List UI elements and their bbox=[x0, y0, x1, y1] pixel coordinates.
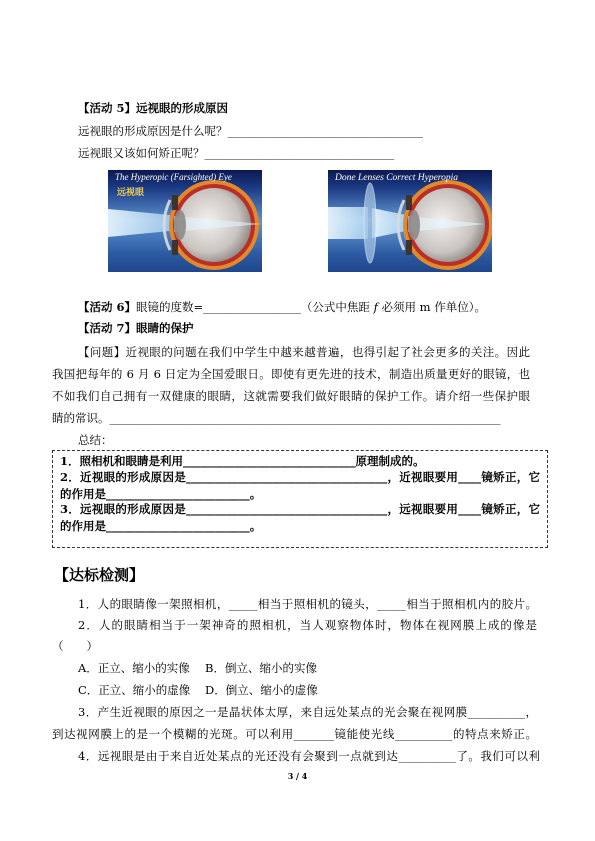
iris-top bbox=[406, 195, 412, 210]
test-question-2: 2．人的眼睛相当于一架神奇的照相机，当人观察物体时，物体在视网膜上成的像是 bbox=[78, 618, 537, 632]
summary-line: 1．照相机和眼睛是利用______________________________原理制成的。 bbox=[60, 454, 425, 468]
test-question-4: 4．远视眼是由于来自近处某点的光还没有会聚到一点就到达__________了。我们可以利 bbox=[78, 749, 540, 763]
iris-top bbox=[172, 195, 178, 210]
activity5-question-correction: 远视眼又该如何矫正呢？_________________________________ bbox=[78, 146, 395, 160]
figure-title: The Hyperopic (Farsighted) Eye bbox=[115, 172, 232, 182]
focal-length-variable: f bbox=[373, 300, 378, 314]
hyperopic-eye-illustration bbox=[108, 170, 262, 272]
answer-bracket: （ ） bbox=[52, 639, 98, 653]
activity7-question-line: 【问题】近视眼的问题在我们中学生中越来越普遍，也得引起了社会更多的关注。因此 bbox=[78, 345, 530, 359]
activity7-title: 【活动 7】眼睛的保护 bbox=[78, 321, 194, 335]
figure-title: Done Lenses Correct Hyperopia bbox=[335, 173, 459, 183]
test-question-1: 1．人的眼睛像一架照相机，_____相当于照相机的镜头，_____相当于照相机内的胶片。 bbox=[78, 597, 537, 611]
test-question-3-line: 到达视网膜上的是一个模糊的光斑。可以利用_______镜能使光线__________的特点来矫正。 bbox=[52, 727, 537, 741]
test-section-title: 【达标检测】 bbox=[54, 566, 145, 584]
summary-line: 3．远视眼的形成原因是___________________________________，远视眼要用____镜矫正，它 bbox=[60, 502, 540, 516]
light-beam bbox=[328, 207, 368, 239]
activity6-label: 【活动 6】 bbox=[78, 300, 137, 314]
activity6-text-before: 眼镜的度数=_________________（公式中焦距 bbox=[136, 300, 374, 314]
page-number: 3 / 4 bbox=[287, 771, 308, 781]
option-d: D．倒立、缩小的虚像 bbox=[205, 683, 318, 697]
summary-label: 总结： bbox=[78, 433, 113, 447]
option-b: B．倒立、缩小的实像 bbox=[205, 661, 317, 675]
activity7-question-line: 我国把每年的 6 月 6 日定为全国爱眼日。即使有更先进的技术，制造出质量更好的眼镜，也 bbox=[52, 367, 530, 381]
activity6-line bbox=[78, 299, 486, 315]
hyperopic-eye-figure bbox=[108, 170, 262, 272]
iris-bottom bbox=[406, 240, 412, 255]
activity7-question-line: 不如我们自己拥有一双健康的眼睛，这就需要我们做好眼睛的保护工作。请介绍一些保护眼 bbox=[52, 389, 530, 403]
summary-line: 的作用是_________________________。 bbox=[60, 519, 262, 533]
activity5-question-cause: 远视眼的形成原因是什么呢？__________________________________ bbox=[78, 124, 423, 138]
option-c: C．正立、缩小的虚像 bbox=[78, 683, 191, 697]
option-a: A．正立、缩小的实像 bbox=[78, 661, 190, 675]
test-question-3-line: 3．产生近视眼的原因之一是晶状体太厚，来自远处某点的光会聚在视网膜__________， bbox=[78, 705, 537, 719]
lens-correction-illustration bbox=[328, 170, 492, 272]
eye-lens bbox=[174, 210, 186, 240]
summary-line: 2．近视眼的形成原因是___________________________________，近视眼要用____镜矫正，它 bbox=[60, 470, 540, 484]
summary-line: 的作用是_________________________。 bbox=[60, 487, 262, 501]
figure-label: 远视眼 bbox=[117, 188, 145, 198]
convex-lens bbox=[364, 183, 376, 263]
lens-correction-figure bbox=[328, 170, 492, 272]
activity5-title: 【活动 5】远视眼的形成原因 bbox=[78, 101, 229, 115]
eye-lens bbox=[408, 210, 420, 240]
activity7-question-line: 睛的常识。____________________________________________________________________ bbox=[52, 411, 501, 425]
activity6-text-after: 必须用 m 作单位）。 bbox=[377, 300, 486, 314]
iris-bottom bbox=[172, 240, 178, 255]
